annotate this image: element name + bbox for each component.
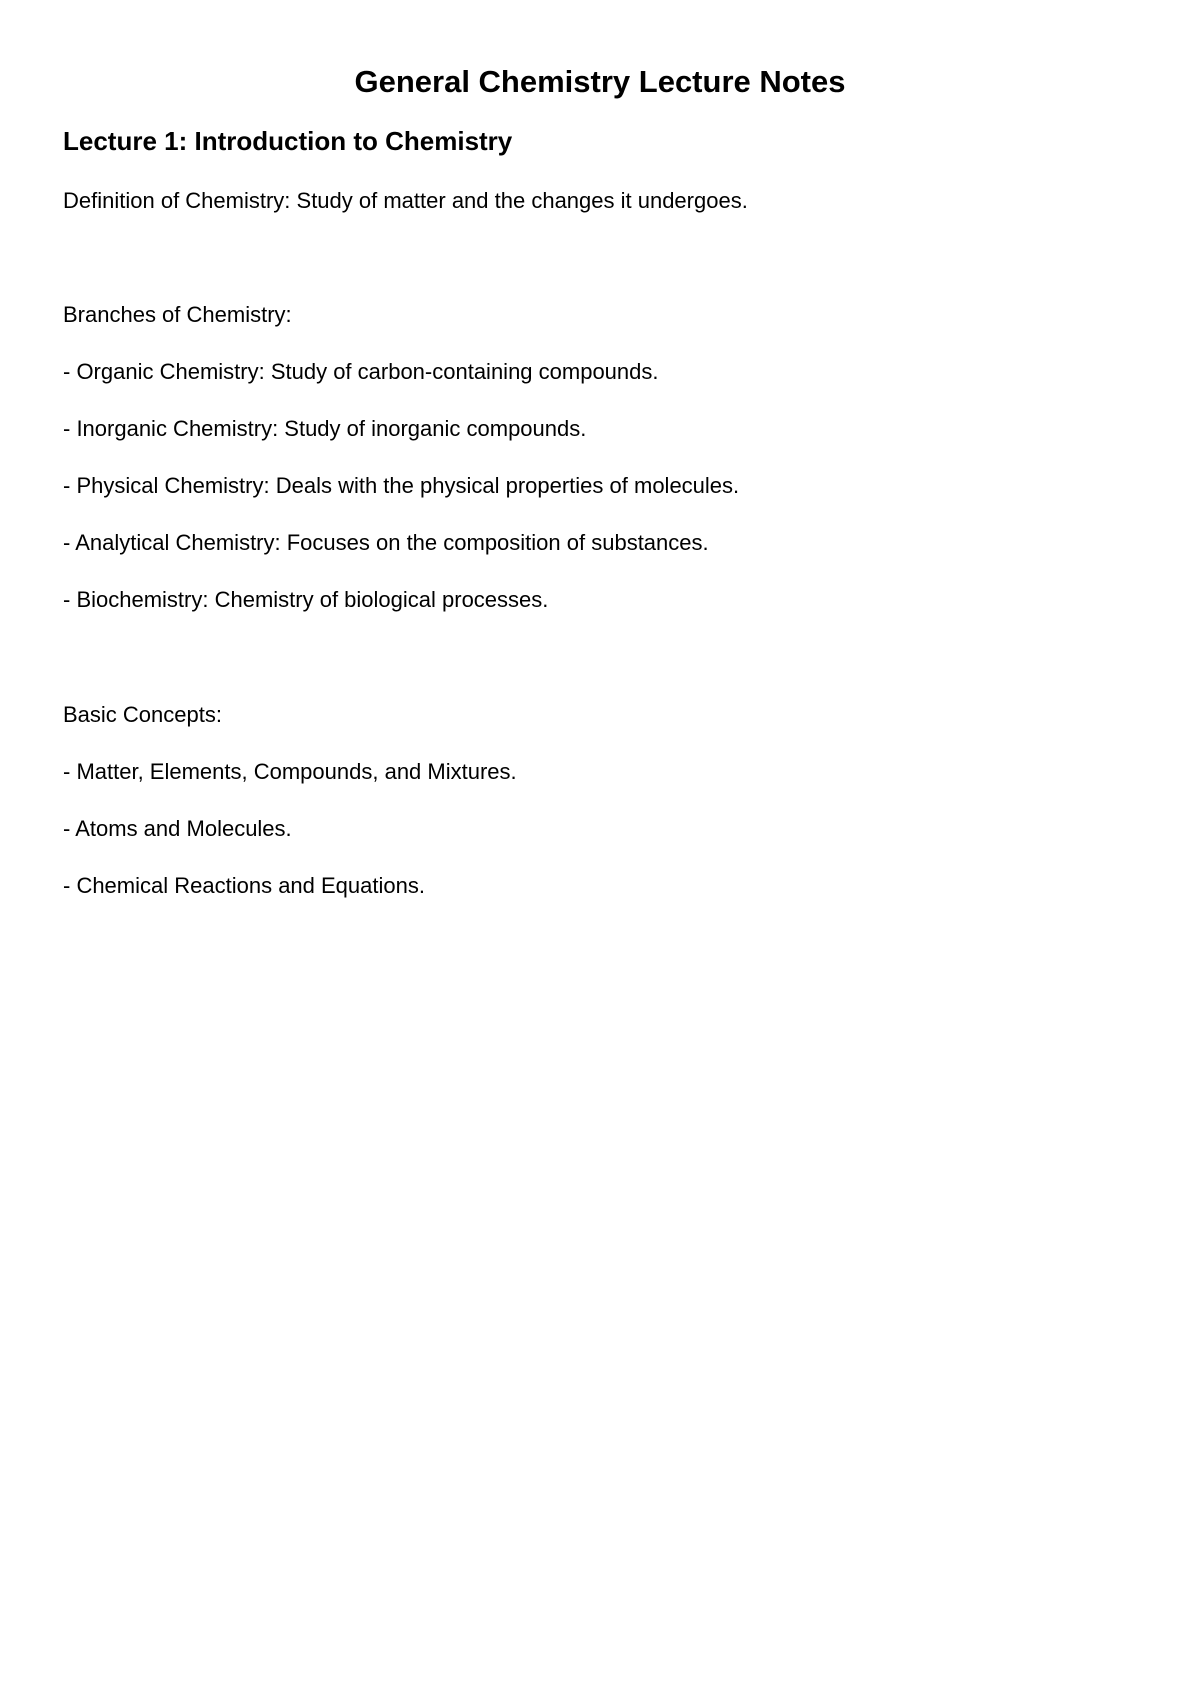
branch-item: - Biochemistry: Chemistry of biological processes.: [63, 587, 549, 612]
basic-concepts-label: Basic Concepts:: [63, 702, 222, 727]
concept-item: - Chemical Reactions and Equations.: [63, 873, 425, 898]
document-title: General Chemistry Lecture Notes: [354, 64, 846, 99]
lecture-heading: Lecture 1: Introduction to Chemistry: [63, 126, 513, 156]
branches-label: Branches of Chemistry:: [63, 302, 292, 327]
branch-item: - Analytical Chemistry: Focuses on the composition of substances.: [63, 530, 709, 555]
concept-item: - Matter, Elements, Compounds, and Mixtures.: [63, 759, 517, 784]
branch-item: - Organic Chemistry: Study of carbon-containing compounds.: [63, 359, 659, 384]
branch-item: - Physical Chemistry: Deals with the physical properties of molecules.: [63, 473, 740, 498]
definition-text: Definition of Chemistry: Study of matter and the changes it undergoes.: [63, 188, 748, 213]
branch-item: - Inorganic Chemistry: Study of inorganic compounds.: [63, 416, 587, 441]
concept-item: - Atoms and Molecules.: [63, 816, 292, 841]
